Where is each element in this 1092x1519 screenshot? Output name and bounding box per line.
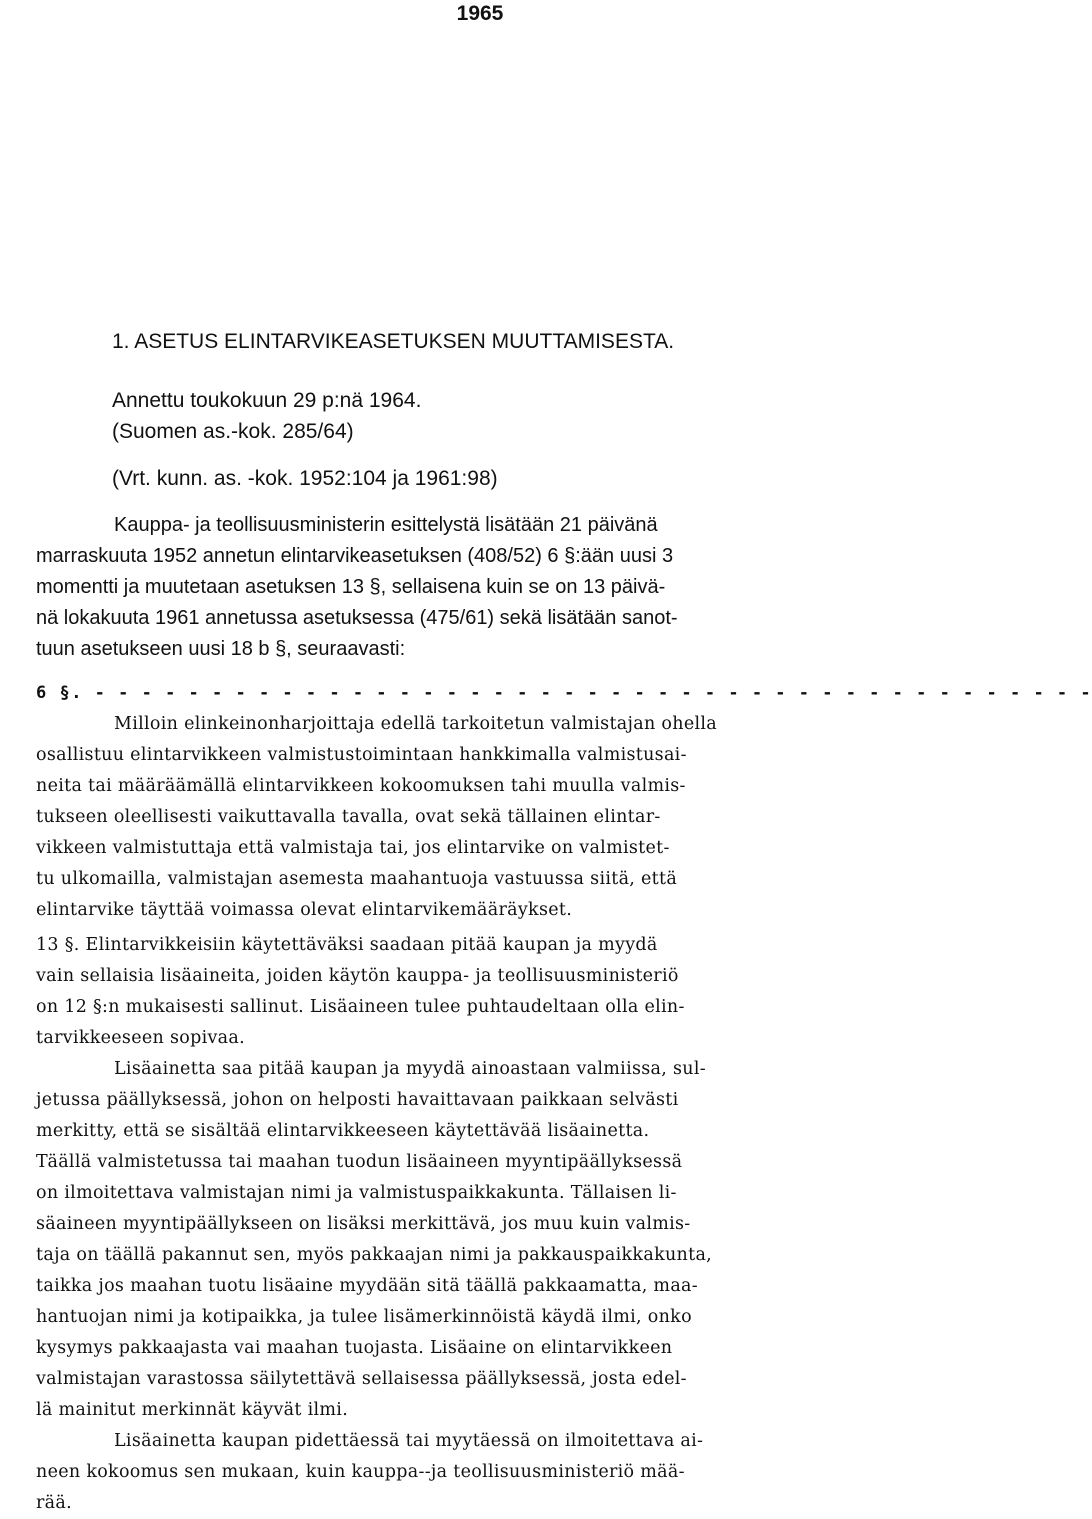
text-line: vikkeen valmistuttaja että valmistaja tai, jos elintarvike on valmistet- xyxy=(36,838,670,858)
text-line: merkitty, että se sisältää elintarvikkeeseen käytettävää lisäainetta. xyxy=(36,1121,650,1141)
text-line: rää. xyxy=(36,1493,72,1513)
text-line: tukseen oleellisesti vaikuttavalla tavalla, ovat sekä tällainen elintar- xyxy=(36,807,661,827)
section-13 xyxy=(36,930,930,1519)
intro-paragraph xyxy=(36,510,930,665)
issue-date: Annettu toukokuun 29 p:nä 1964. xyxy=(112,389,422,412)
text-line: osallistuu elintarvikkeen valmistustoimintaan hankkimalla valmistusai- xyxy=(36,745,687,765)
text-line: hantuojan nimi ja kotipaikka, ja tulee lisämerkinnöistä käydä ilmi, onko xyxy=(36,1307,692,1327)
text-line: Milloin elinkeinonharjoittaja edellä tarkoitetun valmistajan ohella xyxy=(114,714,718,734)
text-line: Kauppa- ja teollisuusministerin esittelystä lisätään 21 päivänä xyxy=(114,514,658,536)
text-line: Täällä valmistetussa tai maahan tuodun lisäaineen myyntipäällyksessä xyxy=(36,1152,683,1172)
text-line: on 12 §:n mukaisesti sallinut. Lisäaineen tulee puhtaudeltaan olla elin- xyxy=(36,997,685,1017)
text-line: neen kokoomus sen mukaan, kuin kauppa--ja teollisuusministeriö mää- xyxy=(36,1462,685,1482)
text-line: on ilmoitettava valmistajan nimi ja valmistuspaikkakunta. Tällaisen li- xyxy=(36,1183,677,1203)
text-line: kysymys pakkaajasta vai maahan tuojasta. Lisäaine on elintarvikkeen xyxy=(36,1338,673,1358)
text-line: Lisäainetta kaupan pidettäessä tai myytäessä on ilmoitettava ai- xyxy=(114,1431,704,1451)
text-line: elintarvike täyttää voimassa olevat elintarvikemääräykset. xyxy=(36,900,573,920)
page-title: 1. ASETUS ELINTARVIKEASETUKSEN MUUTTAMISESTA. xyxy=(112,330,675,353)
text-line: neita tai määräämällä elintarvikkeen kokoomuksen tahi muulla valmis- xyxy=(36,776,686,796)
decree-metadata xyxy=(112,385,498,494)
section-6 xyxy=(36,678,1092,926)
text-line: taja on täällä pakannut sen, myös pakkaajan nimi ja pakkauspaikkakunta, xyxy=(36,1245,713,1265)
statute-source: (Suomen as.-kok. 285/64) xyxy=(112,420,354,443)
text-line: Lisäainetta saa pitää kaupan ja myydä ainoastaan valmiissa, sul- xyxy=(114,1059,706,1079)
reference-note: (Vrt. kunn. as. -kok. 1952:104 ja 1961:98) xyxy=(112,467,498,490)
text-line: nä lokakuuta 1961 annetussa asetuksessa (475/61) sekä lisätään sanot- xyxy=(36,607,678,629)
text-line: tuun asetukseen uusi 18 b §, seuraavasti: xyxy=(36,638,406,660)
text-line: valmistajan varastossa säilytettävä sellaisessa päällyksessä, josta edel- xyxy=(36,1369,687,1389)
text-line: tarvikkeeseen sopivaa. xyxy=(36,1028,245,1048)
text-line: taikka jos maahan tuotu lisäaine myydään sitä täällä pakkaamatta, maa- xyxy=(36,1276,699,1296)
page-number: 1965 xyxy=(456,2,504,25)
text-line: jetussa päällyksessä, johon on helposti havaittavaan paikkaan selvästi xyxy=(36,1090,679,1110)
text-line: vain sellaisia lisäaineita, joiden käytön kauppa- ja teollisuusministeriö xyxy=(36,966,679,986)
text-line: säaineen myyntipäällykseen on lisäksi merkittävä, jos muu kuin valmis- xyxy=(36,1214,691,1234)
text-line: lä mainitut merkinnät käyvät ilmi. xyxy=(36,1400,349,1420)
text-line: momentti ja muutetaan asetuksen 13 §, sellaisena kuin se on 13 päivä- xyxy=(36,576,666,598)
text-line: tu ulkomailla, valmistajan asemesta maahantuoja vastuussa siitä, että xyxy=(36,869,678,889)
section-6-header: 6 §. - - - - - - - - - - - - - - - - - - - - - - - - - - - - - - - - - - - - - - - - - - - xyxy=(36,683,1092,703)
text-line: marraskuuta 1952 annetun elintarvikeasetuksen (408/52) 6 §:ään uusi 3 xyxy=(36,545,674,567)
text-line: 13 §. Elintarvikkeisiin käytettäväksi saadaan pitää kaupan ja myydä xyxy=(36,935,658,955)
